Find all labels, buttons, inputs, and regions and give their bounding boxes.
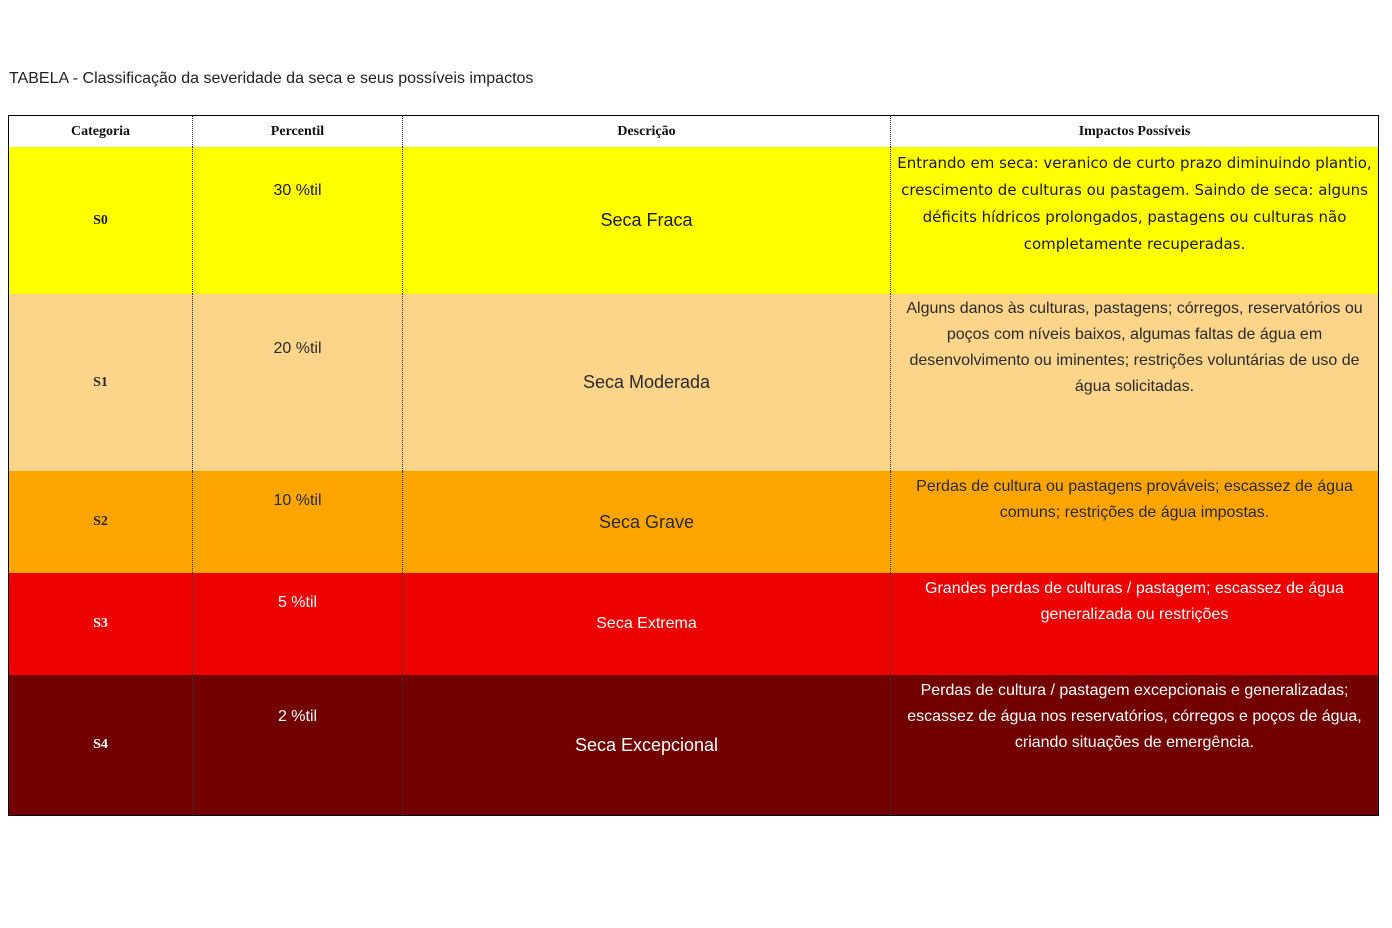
table-header-row — [9, 116, 1379, 148]
table-caption: TABELA - Classificação da severidade da seca e seus possíveis impactos — [9, 70, 534, 87]
impacts-cell: Perdas de cultura ou pastagens prováveis; escassez de água comuns; restrições de água impostas. — [891, 471, 1379, 573]
category-cell: S1 — [9, 294, 193, 471]
header-impacts: Impactos Possíveis — [891, 116, 1379, 148]
category-cell: S0 — [9, 147, 193, 294]
description-cell: Seca Extrema — [403, 573, 891, 675]
category-cell: S3 — [9, 573, 193, 675]
table-row — [9, 471, 1379, 573]
impacts-cell: Alguns danos às culturas, pastagens; córregos, reservatórios ou poços com níveis baixos, algumas faltas de água em desenvolvimento ou iminentes; restrições voluntárias de uso de água solicitadas. — [891, 294, 1379, 471]
table-row — [9, 147, 1379, 294]
header-description: Descrição — [403, 116, 891, 148]
table-row — [9, 294, 1379, 471]
category-cell: S2 — [9, 471, 193, 573]
table-row — [9, 573, 1379, 675]
table-row — [9, 675, 1379, 816]
percentile-cell: 20 %til — [193, 294, 403, 471]
header-category: Categoria — [9, 116, 193, 148]
drought-severity-table — [8, 115, 1379, 816]
category-cell: S4 — [9, 675, 193, 816]
header-percentile: Percentil — [193, 116, 403, 148]
percentile-cell: 5 %til — [193, 573, 403, 675]
impacts-cell: Entrando em seca: veranico de curto prazo diminuindo plantio, crescimento de culturas ou pastagem. Saindo de seca: alguns déficits hídricos prolongados, pastagens ou culturas não completamente recuperadas. — [891, 147, 1379, 294]
description-cell: Seca Fraca — [403, 147, 891, 294]
impacts-cell: Grandes perdas de culturas / pastagem; escassez de água generalizada ou restrições — [891, 573, 1379, 675]
impacts-cell: Perdas de cultura / pastagem excepcionais e generalizadas; escassez de água nos reservatórios, córregos e poços de água, criando situações de emergência. — [891, 675, 1379, 816]
description-cell: Seca Grave — [403, 471, 891, 573]
description-cell: Seca Moderada — [403, 294, 891, 471]
description-cell: Seca Excepcional — [403, 675, 891, 816]
percentile-cell: 10 %til — [193, 471, 403, 573]
percentile-cell: 2 %til — [193, 675, 403, 816]
percentile-cell: 30 %til — [193, 147, 403, 294]
